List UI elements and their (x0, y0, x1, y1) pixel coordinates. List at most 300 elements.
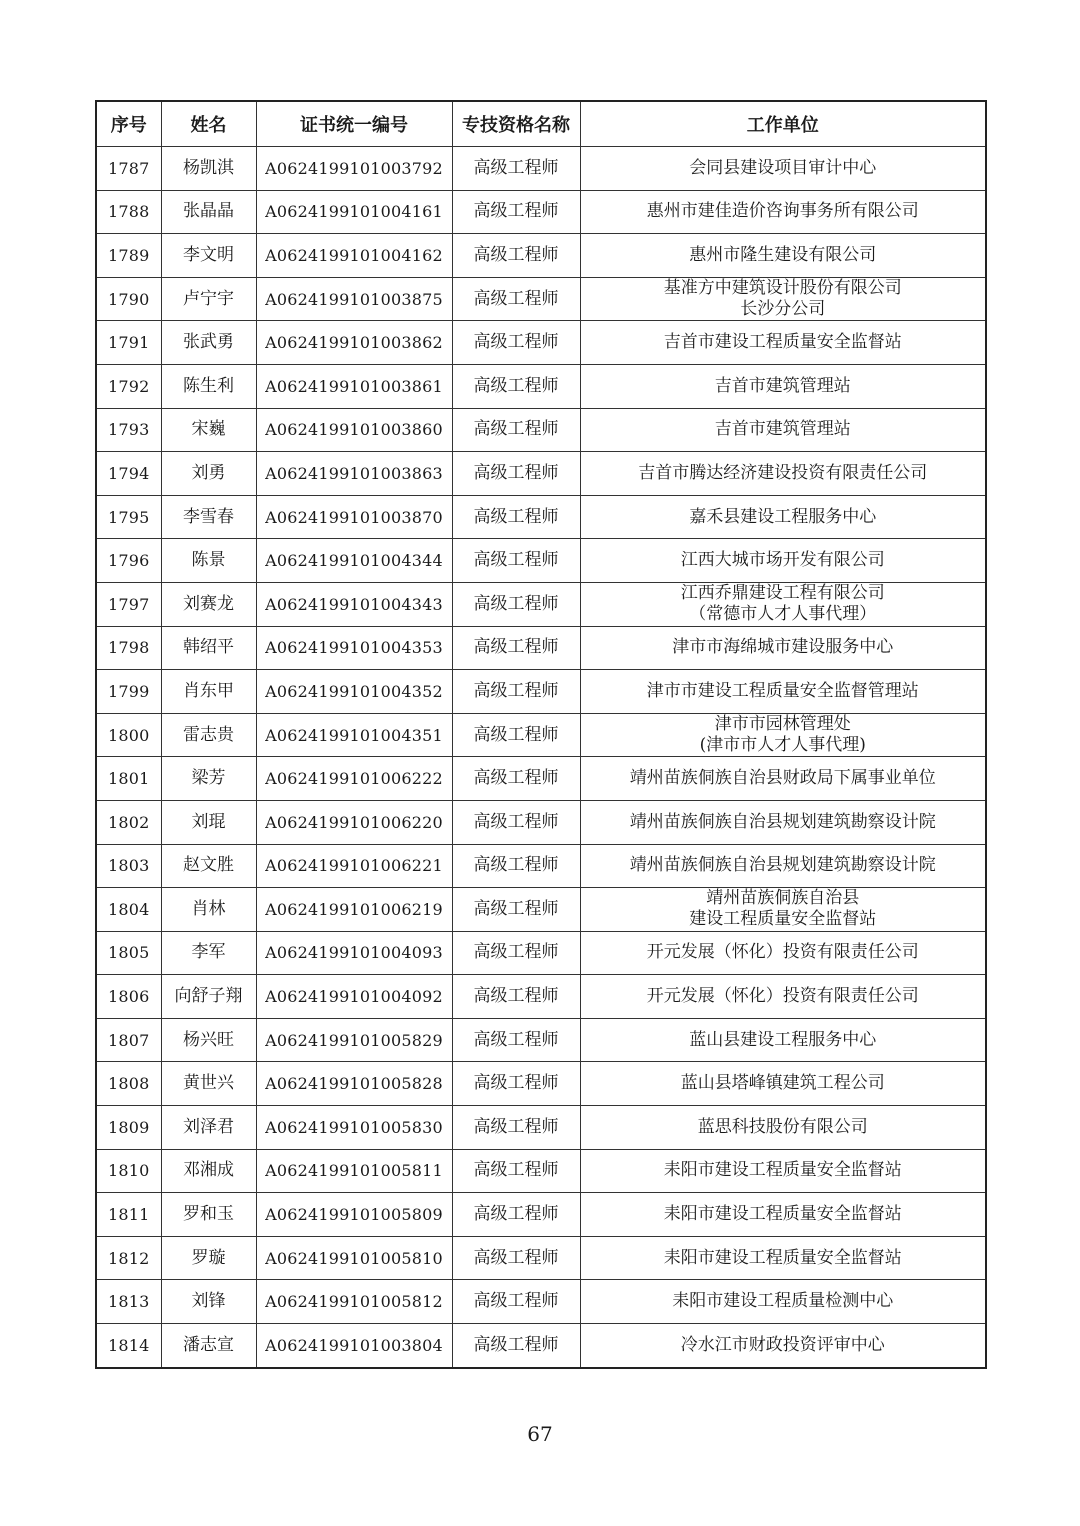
cell-serial-number-line: 1790 (107, 289, 150, 309)
cell-work-unit-line: 吉首市建筑管理站 (714, 375, 851, 396)
cell-certificate-number (256, 1062, 452, 1106)
table-row (96, 757, 986, 801)
cell-work-unit-line: 靖州苗族侗族自治县 (706, 888, 860, 909)
cell-name (161, 190, 256, 234)
cell-qualification-title (452, 277, 580, 321)
cell-work-unit-line: 江西乔鼎建设工程有限公司 (680, 583, 885, 604)
cell-qualification-title-line: 高级工程师 (473, 986, 559, 1007)
cell-certificate-number-line: A0624199101003862 (265, 333, 443, 353)
cell-serial-number (96, 277, 161, 321)
cell-certificate-number-line: A0624199101005812 (265, 1292, 443, 1312)
cell-qualification-title (452, 582, 580, 626)
cell-certificate-number-line: A0624199101005828 (265, 1074, 443, 1094)
cell-qualification-title-line: 高级工程师 (473, 811, 559, 832)
cell-certificate-number (256, 1280, 452, 1324)
cell-serial-number-line: 1791 (107, 333, 150, 353)
cell-certificate-number-line: A0624199101004351 (265, 725, 443, 745)
cell-certificate-number (256, 539, 452, 583)
header-qualification-title: 专技资格名称 (452, 101, 580, 147)
table-row (96, 1149, 986, 1193)
cell-certificate-number (256, 1236, 452, 1280)
cell-certificate-number (256, 713, 452, 757)
cell-qualification-title (452, 757, 580, 801)
table-row (96, 408, 986, 452)
cell-name-line: 雷志贵 (183, 724, 234, 745)
table-row (96, 147, 986, 191)
cell-qualification-title (452, 713, 580, 757)
cell-certificate-number-line: A0624199101006222 (265, 769, 443, 789)
cell-work-unit (580, 321, 986, 365)
cell-certificate-number (256, 757, 452, 801)
cell-serial-number-line: 1807 (107, 1030, 150, 1050)
cell-certificate-number (256, 190, 452, 234)
cell-certificate-number (256, 1106, 452, 1150)
cell-work-unit (580, 713, 986, 757)
cell-name (161, 713, 256, 757)
cell-qualification-title (452, 1149, 580, 1193)
table-row (96, 975, 986, 1019)
cell-work-unit-line: 靖州苗族侗族自治县规划建筑勘察设计院 (629, 855, 936, 876)
cell-certificate-number (256, 844, 452, 888)
cell-work-unit-line: 惠州市隆生建设有限公司 (689, 244, 877, 265)
header-serial-number: 序号 (96, 101, 161, 147)
cell-certificate-number (256, 888, 452, 932)
cell-qualification-title-line: 高级工程师 (473, 1116, 559, 1137)
cell-name-line: 张晶晶 (183, 201, 234, 222)
cell-qualification-title (452, 1018, 580, 1062)
cell-qualification-title (452, 844, 580, 888)
cell-serial-number-line: 1800 (107, 725, 150, 745)
cell-certificate-number-line: A0624199101004161 (265, 202, 443, 222)
cell-qualification-title (452, 1106, 580, 1150)
cell-name-line: 赵文胜 (183, 855, 234, 876)
cell-qualification-title (452, 931, 580, 975)
cell-name-line: 向舒子翔 (174, 986, 243, 1007)
cell-name-line: 张武勇 (183, 332, 234, 353)
cell-work-unit (580, 975, 986, 1019)
cell-qualification-title (452, 495, 580, 539)
cell-certificate-number (256, 670, 452, 714)
cell-name (161, 1149, 256, 1193)
cell-work-unit (580, 800, 986, 844)
table-row (96, 1280, 986, 1324)
cell-name (161, 757, 256, 801)
cell-certificate-number-line: A0624199101005809 (265, 1205, 443, 1225)
table-row (96, 321, 986, 365)
cell-name (161, 1324, 256, 1368)
cell-certificate-number-line: A0624199101003863 (265, 463, 443, 483)
cell-work-unit-line: 吉首市腾达经济建设投资有限责任公司 (638, 462, 928, 483)
cell-qualification-title-line: 高级工程师 (473, 1291, 559, 1312)
cell-certificate-number (256, 1018, 452, 1062)
cell-serial-number (96, 975, 161, 1019)
cell-qualification-title-line: 高级工程师 (473, 898, 559, 919)
cell-qualification-title (452, 1193, 580, 1237)
cell-work-unit-line: (津市市人才人事代理) (699, 735, 866, 756)
cell-certificate-number (256, 364, 452, 408)
cell-work-unit-line: 耒阳市建设工程质量检测中心 (672, 1291, 894, 1312)
cell-work-unit-line: 靖州苗族侗族自治县规划建筑勘察设计院 (629, 811, 936, 832)
cell-serial-number (96, 1149, 161, 1193)
cell-serial-number (96, 452, 161, 496)
cell-work-unit-line: 基准方中建筑设计股份有限公司 (663, 278, 902, 299)
cell-certificate-number-line: A0624199101003861 (265, 376, 443, 396)
cell-certificate-number-line: A0624199101006220 (265, 812, 443, 832)
table-row (96, 670, 986, 714)
cell-qualification-title-line: 高级工程师 (473, 157, 559, 178)
cell-name-line: 李文明 (183, 244, 234, 265)
cell-name-line: 韩绍平 (183, 637, 234, 658)
table-row (96, 234, 986, 278)
cell-name-line: 刘琨 (191, 811, 226, 832)
cell-serial-number (96, 626, 161, 670)
cell-serial-number (96, 234, 161, 278)
cell-qualification-title-line: 高级工程师 (473, 1247, 559, 1268)
cell-qualification-title-line: 高级工程师 (473, 419, 559, 440)
cell-qualification-title (452, 888, 580, 932)
cell-certificate-number (256, 1193, 452, 1237)
cell-name (161, 670, 256, 714)
cell-qualification-title-line: 高级工程师 (473, 637, 559, 658)
cell-certificate-number (256, 452, 452, 496)
table-row (96, 539, 986, 583)
cell-qualification-title (452, 626, 580, 670)
document-sheet (95, 100, 985, 1369)
cell-certificate-number (256, 582, 452, 626)
cell-work-unit-line: 耒阳市建设工程质量安全监督站 (663, 1204, 902, 1225)
cell-work-unit (580, 147, 986, 191)
cell-serial-number-line: 1808 (107, 1074, 150, 1094)
header-work-unit: 工作单位 (580, 101, 986, 147)
cell-qualification-title (452, 190, 580, 234)
cell-qualification-title-line: 高级工程师 (473, 462, 559, 483)
cell-name (161, 1062, 256, 1106)
cell-serial-number-line: 1789 (107, 245, 150, 265)
cell-name (161, 844, 256, 888)
cell-serial-number-line: 1801 (107, 769, 150, 789)
cell-qualification-title-line: 高级工程师 (473, 724, 559, 745)
cell-work-unit (580, 452, 986, 496)
cell-certificate-number-line: A0624199101005829 (265, 1030, 443, 1050)
cell-work-unit (580, 670, 986, 714)
cell-name (161, 975, 256, 1019)
cell-work-unit (580, 1324, 986, 1368)
cell-serial-number-line: 1802 (107, 812, 150, 832)
table-row (96, 844, 986, 888)
cell-serial-number (96, 844, 161, 888)
table-row (96, 364, 986, 408)
cell-work-unit-line: 蓝思科技股份有限公司 (697, 1116, 868, 1137)
cell-qualification-title-line: 高级工程师 (473, 375, 559, 396)
cell-certificate-number-line: A0624199101006219 (265, 899, 443, 919)
cell-work-unit-line: 江西大城市场开发有限公司 (680, 550, 885, 571)
cell-serial-number-line: 1788 (107, 202, 150, 222)
cell-name (161, 888, 256, 932)
cell-qualification-title (452, 1062, 580, 1106)
cell-certificate-number-line: A0624199101004093 (265, 943, 443, 963)
cell-qualification-title (452, 364, 580, 408)
cell-qualification-title-line: 高级工程师 (473, 1204, 559, 1225)
table-row (96, 190, 986, 234)
cell-work-unit (580, 234, 986, 278)
cell-work-unit (580, 539, 986, 583)
cell-serial-number (96, 1280, 161, 1324)
cell-work-unit-line: （常德市人才人事代理） (689, 604, 877, 625)
cell-serial-number (96, 757, 161, 801)
cell-serial-number (96, 364, 161, 408)
cell-qualification-title (452, 1280, 580, 1324)
cell-work-unit (580, 757, 986, 801)
cell-name-line: 刘赛龙 (183, 593, 234, 614)
cell-serial-number (96, 408, 161, 452)
cell-work-unit (580, 190, 986, 234)
cell-work-unit-line: 冷水江市财政投资评审中心 (680, 1334, 885, 1355)
table-row (96, 1106, 986, 1150)
cell-serial-number (96, 1193, 161, 1237)
table-row (96, 277, 986, 321)
cell-work-unit-line: 津市市海绵城市建设服务中心 (672, 637, 894, 658)
cell-certificate-number-line: A0624199101004162 (265, 245, 443, 265)
cell-serial-number (96, 495, 161, 539)
cell-serial-number-line: 1787 (107, 158, 150, 178)
cell-name (161, 1236, 256, 1280)
cell-serial-number-line: 1793 (107, 420, 150, 440)
table-row (96, 1236, 986, 1280)
cell-qualification-title-line: 高级工程师 (473, 680, 559, 701)
cell-name (161, 1018, 256, 1062)
cell-work-unit (580, 495, 986, 539)
cell-work-unit-line: 吉首市建设工程质量安全监督站 (663, 332, 902, 353)
cell-serial-number-line: 1814 (107, 1335, 150, 1355)
cell-serial-number-line: 1810 (107, 1161, 150, 1181)
cell-name-line: 李雪春 (183, 506, 234, 527)
cell-name-line: 杨凯淇 (183, 157, 234, 178)
cell-qualification-title-line: 高级工程师 (473, 506, 559, 527)
table-row (96, 495, 986, 539)
cell-serial-number-line: 1806 (107, 987, 150, 1007)
table-row (96, 713, 986, 757)
cell-name-line: 刘锋 (191, 1291, 226, 1312)
cell-serial-number-line: 1792 (107, 376, 150, 396)
cell-work-unit-line: 会同县建设项目审计中心 (689, 157, 877, 178)
cell-qualification-title (452, 452, 580, 496)
table-row (96, 1193, 986, 1237)
cell-qualification-title-line: 高级工程师 (473, 332, 559, 353)
cell-name (161, 147, 256, 191)
cell-qualification-title-line: 高级工程师 (473, 244, 559, 265)
cell-work-unit-line: 吉首市建筑管理站 (714, 419, 851, 440)
cell-qualification-title-line: 高级工程师 (473, 1029, 559, 1050)
cell-work-unit-line: 建设工程质量安全监督站 (689, 909, 877, 930)
cell-name (161, 1280, 256, 1324)
cell-certificate-number-line: A0624199101004352 (265, 681, 443, 701)
table-row (96, 1018, 986, 1062)
cell-certificate-number-line: A0624199101004353 (265, 638, 443, 658)
cell-serial-number (96, 321, 161, 365)
cell-name-line: 梁芳 (191, 768, 226, 789)
table-row (96, 1324, 986, 1368)
cell-name (161, 321, 256, 365)
cell-serial-number (96, 670, 161, 714)
table-body (96, 147, 986, 1368)
cell-certificate-number-line: A0624199101004343 (265, 594, 443, 614)
cell-name (161, 1106, 256, 1150)
cell-name (161, 452, 256, 496)
cell-serial-number-line: 1803 (107, 856, 150, 876)
cell-serial-number (96, 1324, 161, 1368)
cell-qualification-title (452, 975, 580, 1019)
cell-certificate-number-line: A0624199101003804 (265, 1335, 443, 1355)
cell-name (161, 408, 256, 452)
cell-name-line: 陈景 (191, 550, 226, 571)
cell-certificate-number (256, 234, 452, 278)
cell-serial-number-line: 1811 (107, 1205, 150, 1225)
cell-work-unit (580, 408, 986, 452)
cell-qualification-title-line: 高级工程师 (473, 1073, 559, 1094)
cell-serial-number-line: 1796 (107, 551, 150, 571)
cell-serial-number (96, 539, 161, 583)
cell-name-line: 肖东甲 (183, 680, 234, 701)
cell-work-unit-line: 蓝山县塔峰镇建筑工程公司 (680, 1073, 885, 1094)
cell-serial-number (96, 1236, 161, 1280)
cell-qualification-title (452, 408, 580, 452)
cell-work-unit-line: 开元发展（怀化）投资有限责任公司 (646, 986, 919, 1007)
cell-certificate-number (256, 975, 452, 1019)
cell-certificate-number (256, 147, 452, 191)
cell-certificate-number-line: A0624199101005810 (265, 1248, 443, 1268)
cell-qualification-title-line: 高级工程师 (473, 550, 559, 571)
cell-qualification-title-line: 高级工程师 (473, 201, 559, 222)
cell-serial-number-line: 1809 (107, 1117, 150, 1137)
cell-name (161, 495, 256, 539)
cell-name-line: 宋巍 (191, 419, 226, 440)
cell-qualification-title (452, 539, 580, 583)
cell-work-unit (580, 844, 986, 888)
cell-name-line: 罗璇 (191, 1247, 226, 1268)
cell-work-unit-line: 靖州苗族侗族自治县财政局下属事业单位 (629, 768, 936, 789)
cell-work-unit-line: 蓝山县建设工程服务中心 (689, 1029, 877, 1050)
table-row (96, 931, 986, 975)
cell-name-line: 杨兴旺 (183, 1029, 234, 1050)
cell-name (161, 800, 256, 844)
cell-qualification-title-line: 高级工程师 (473, 942, 559, 963)
cell-serial-number-line: 1799 (107, 681, 150, 701)
cell-qualification-title (452, 147, 580, 191)
cell-certificate-number-line: A0624199101003870 (265, 507, 443, 527)
cell-certificate-number-line: A0624199101003860 (265, 420, 443, 440)
cell-certificate-number (256, 1324, 452, 1368)
cell-name-line: 黄世兴 (183, 1073, 234, 1094)
cell-work-unit (580, 1149, 986, 1193)
cell-certificate-number (256, 408, 452, 452)
cell-name-line: 刘勇 (191, 462, 226, 483)
cell-serial-number (96, 1106, 161, 1150)
cell-work-unit (580, 1236, 986, 1280)
cell-serial-number-line: 1798 (107, 638, 150, 658)
cell-work-unit-line: 长沙分公司 (740, 299, 826, 320)
cell-name (161, 1193, 256, 1237)
cell-work-unit (580, 1018, 986, 1062)
cell-work-unit-line: 惠州市建佳造价咨询事务所有限公司 (646, 201, 919, 222)
cell-certificate-number (256, 931, 452, 975)
cell-name (161, 539, 256, 583)
cell-serial-number-line: 1794 (107, 463, 150, 483)
cell-qualification-title-line: 高级工程师 (473, 593, 559, 614)
cell-serial-number-line: 1797 (107, 594, 150, 614)
cell-name-line: 刘泽君 (183, 1116, 234, 1137)
cell-qualification-title (452, 670, 580, 714)
cell-serial-number (96, 147, 161, 191)
cell-work-unit (580, 277, 986, 321)
cell-qualification-title-line: 高级工程师 (473, 855, 559, 876)
cell-qualification-title-line: 高级工程师 (473, 1334, 559, 1355)
cell-work-unit (580, 1280, 986, 1324)
cell-work-unit (580, 1106, 986, 1150)
cell-name-line: 卢宁宇 (183, 288, 234, 309)
cell-work-unit (580, 364, 986, 408)
cell-serial-number (96, 713, 161, 757)
cell-work-unit (580, 1062, 986, 1106)
cell-certificate-number (256, 321, 452, 365)
cell-work-unit (580, 888, 986, 932)
cell-work-unit-line: 耒阳市建设工程质量安全监督站 (663, 1247, 902, 1268)
cell-certificate-number-line: A0624199101005830 (265, 1117, 443, 1137)
cell-work-unit (580, 582, 986, 626)
cell-name-line: 陈生利 (183, 375, 234, 396)
cell-qualification-title (452, 1236, 580, 1280)
cell-work-unit-line: 开元发展（怀化）投资有限责任公司 (646, 942, 919, 963)
cell-name-line: 邓湘成 (183, 1160, 234, 1181)
cell-work-unit-line: 津市市建设工程质量安全监督管理站 (646, 680, 919, 701)
cell-name (161, 931, 256, 975)
table-header-row (96, 101, 986, 147)
cell-certificate-number (256, 800, 452, 844)
cell-serial-number-line: 1812 (107, 1248, 150, 1268)
cell-work-unit (580, 626, 986, 670)
cell-serial-number (96, 190, 161, 234)
cell-name-line: 李军 (191, 942, 226, 963)
cell-name-line: 肖林 (191, 898, 226, 919)
cell-certificate-number-line: A0624199101004344 (265, 551, 443, 571)
cell-serial-number (96, 1062, 161, 1106)
cell-serial-number-line: 1804 (107, 899, 150, 919)
cell-serial-number (96, 582, 161, 626)
cell-qualification-title-line: 高级工程师 (473, 1160, 559, 1181)
cell-qualification-title-line: 高级工程师 (473, 288, 559, 309)
cell-name (161, 277, 256, 321)
cell-name (161, 626, 256, 670)
table-row (96, 1062, 986, 1106)
cell-serial-number-line: 1813 (107, 1292, 150, 1312)
cell-qualification-title (452, 1324, 580, 1368)
cell-certificate-number-line: A0624199101004092 (265, 987, 443, 1007)
header-name: 姓名 (161, 101, 256, 147)
table-row (96, 452, 986, 496)
cell-certificate-number (256, 277, 452, 321)
cell-qualification-title (452, 321, 580, 365)
cell-serial-number (96, 800, 161, 844)
cell-serial-number (96, 1018, 161, 1062)
cell-qualification-title-line: 高级工程师 (473, 768, 559, 789)
cell-qualification-title (452, 234, 580, 278)
page-number: 67 (527, 1422, 553, 1446)
cell-work-unit-line: 嘉禾县建设工程服务中心 (689, 506, 877, 527)
table-row (96, 582, 986, 626)
cell-serial-number-line: 1805 (107, 943, 150, 963)
cell-name-line: 潘志宣 (183, 1334, 234, 1355)
cell-serial-number-line: 1795 (107, 507, 150, 527)
cell-name-line: 罗和玉 (183, 1204, 234, 1225)
